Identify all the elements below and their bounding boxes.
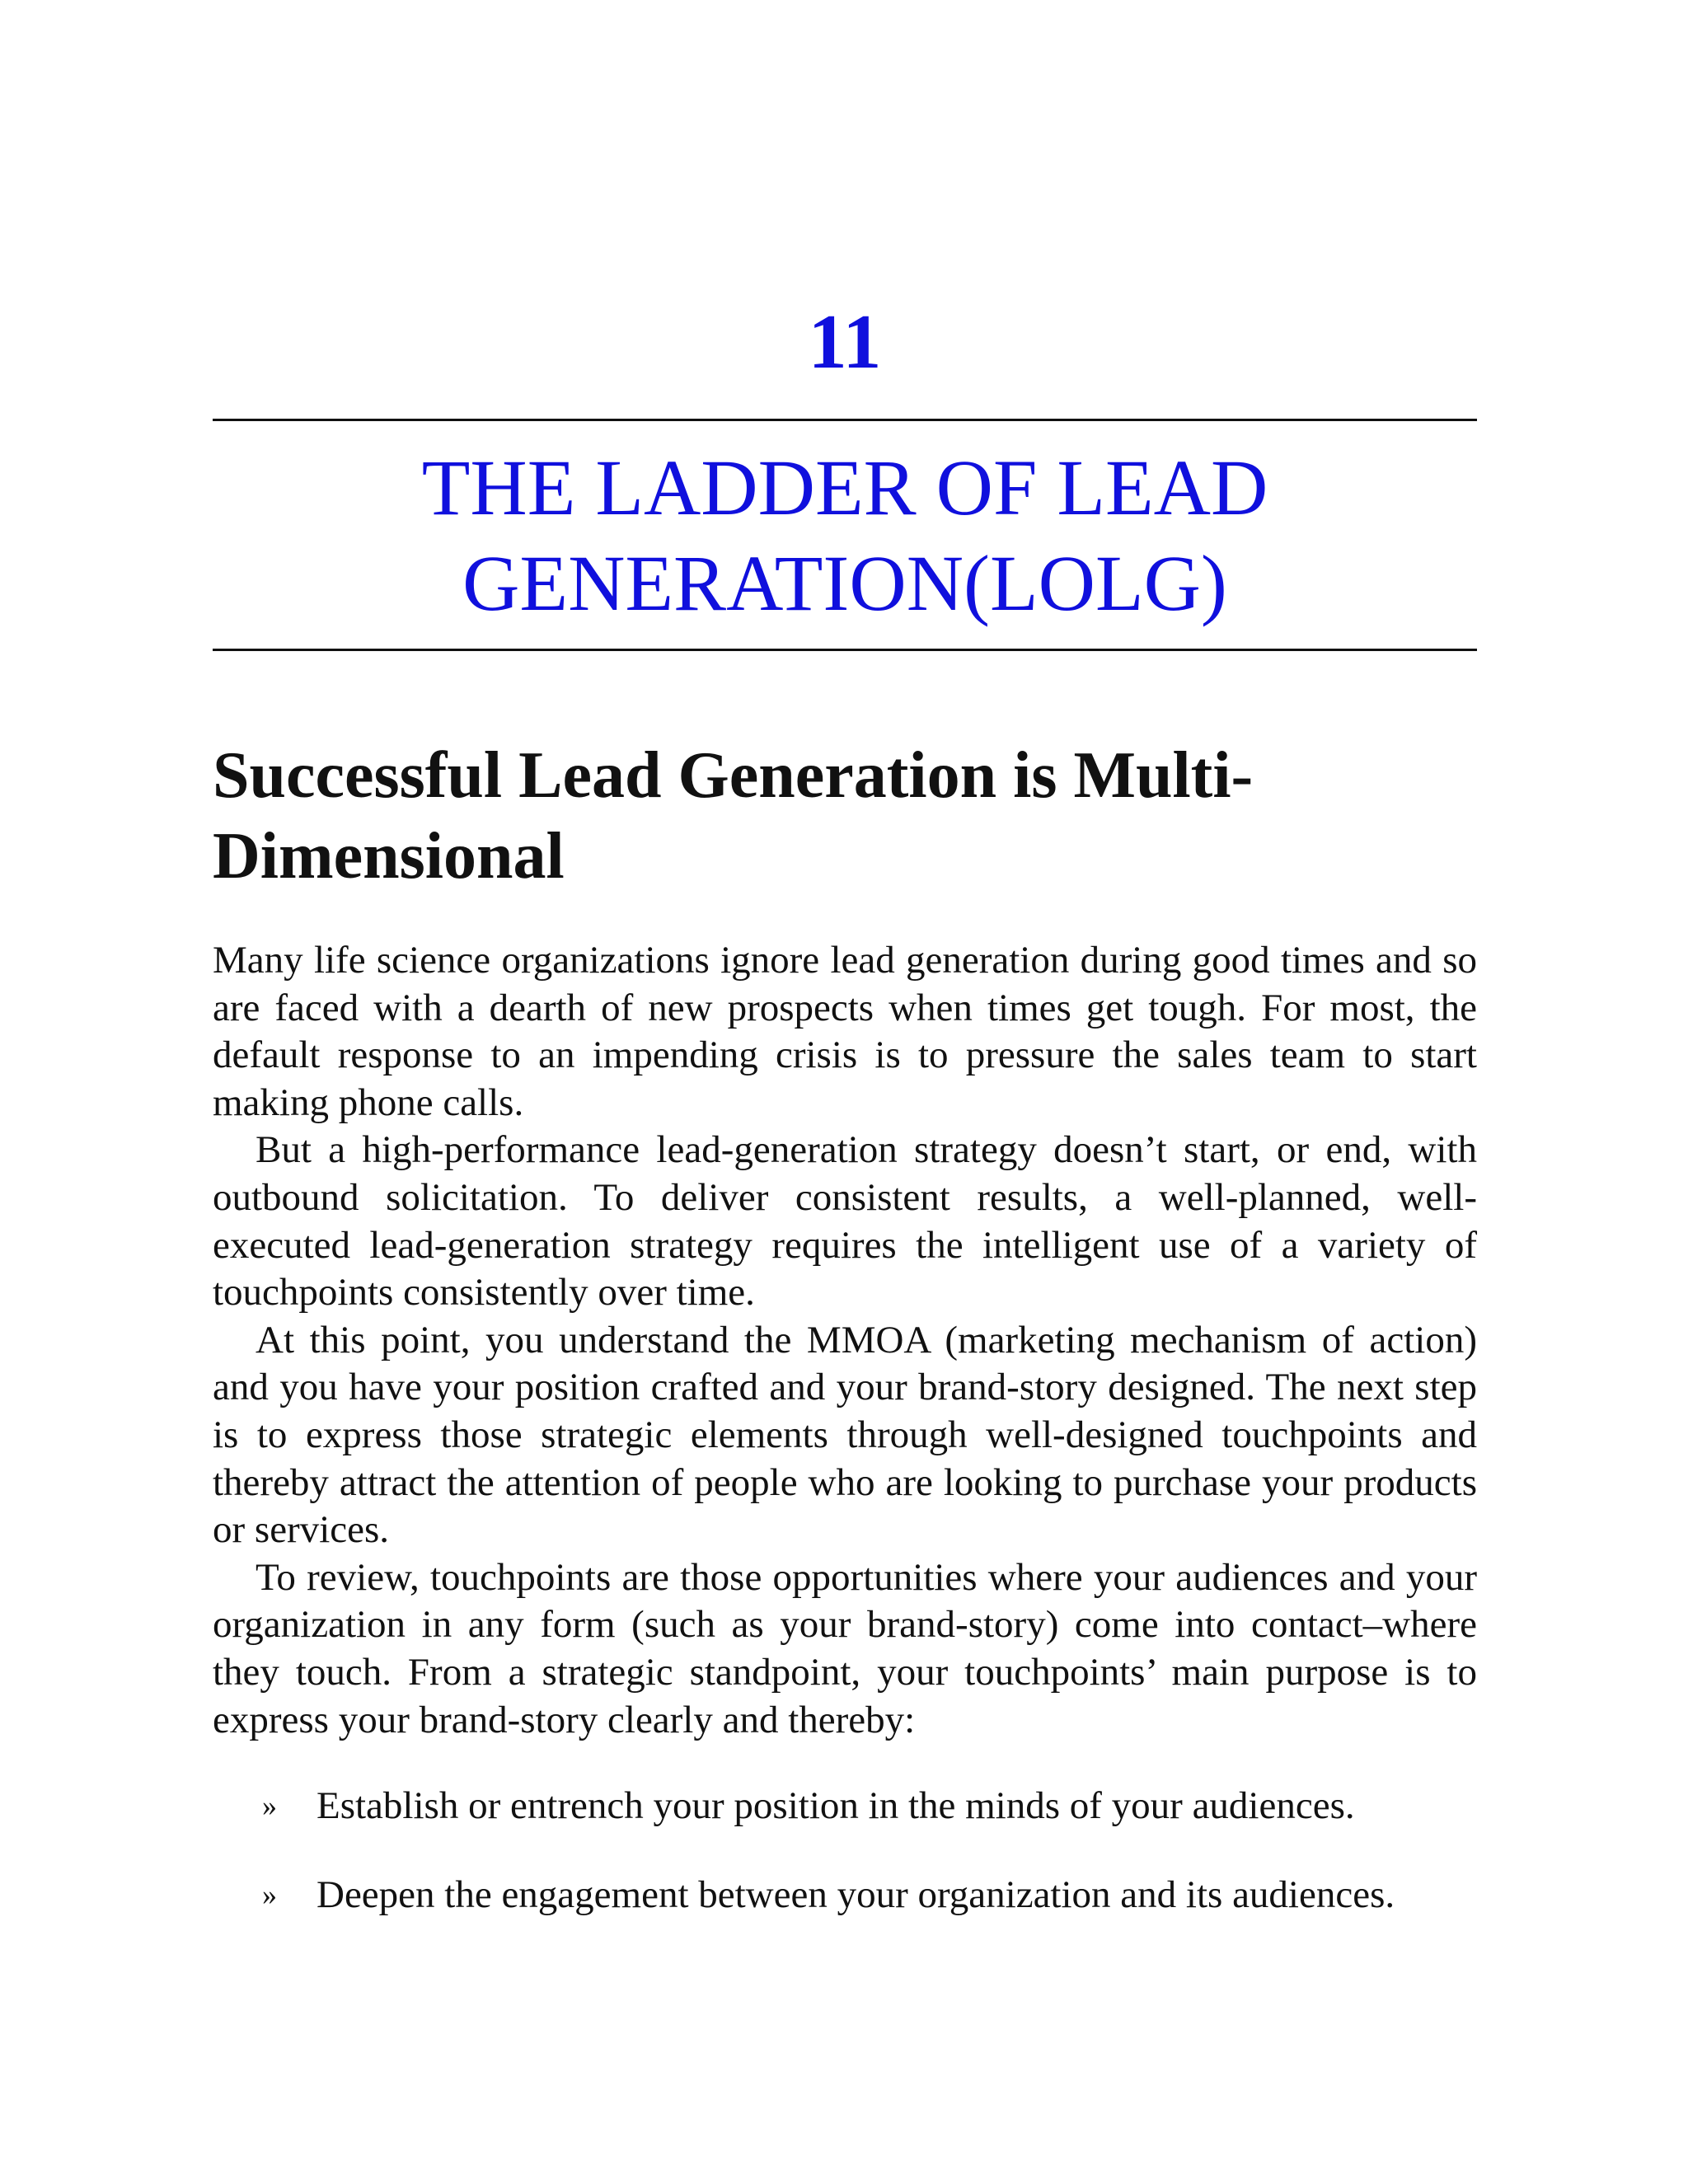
list-item-text: Establish or entrench your position in the minds of your audiences. bbox=[316, 1784, 1355, 1827]
bullet-list bbox=[213, 1782, 1477, 1960]
chapter-title-line-2: GENERATION(LOLG) bbox=[462, 539, 1227, 627]
chapter-title-line-1: THE LADDER OF LEAD bbox=[421, 443, 1268, 532]
chapter-rule-top bbox=[213, 419, 1477, 421]
list-item bbox=[213, 1871, 1477, 1919]
bullet-marker-icon: » bbox=[262, 1878, 277, 1911]
paragraph: But a high-performance lead-generation strategy doesn’t start, or end, with outbound solicitation. To deliver consistent results, a well-planned, well-executed lead-generation strategy requires the intelligent use of a variety of touchpoints consistently over time. bbox=[213, 1128, 1477, 1315]
chapter-number: 11 bbox=[808, 299, 882, 385]
list-item bbox=[213, 1782, 1477, 1830]
section-heading-line-1: Successful Lead Generation is Multi- bbox=[213, 739, 1254, 812]
list-item-text: Deepen the engagement between your organization and its audiences. bbox=[316, 1873, 1395, 1916]
body-text bbox=[213, 937, 1477, 1744]
section-heading-line-2: Dimensional bbox=[213, 820, 565, 893]
section-heading bbox=[213, 735, 1477, 897]
paragraph: At this point, you understand the MMOA (marketing mechanism of action) and you have your position crafted and your brand-story designed. The next step is to express those strategic elements through well-designed touchpoints and thereby attract the attention of people who are looking to purchase your products or services. bbox=[213, 1318, 1477, 1552]
paragraph: To review, touchpoints are those opportunities where your audiences and your organization in any form (such as your brand-story) come into contact–where they touch. From a strategic standpoint, your touchpoints’ main purpose is to express your brand-story clearly and thereby: bbox=[213, 1555, 1477, 1741]
paragraph: Many life science organizations ignore lead generation during good times and so are faced with a dearth of new prospects when times get tough. For most, the default response to an impending crisis is to pressure the sales team to start making phone calls. bbox=[213, 939, 1477, 1124]
bullet-marker-icon: » bbox=[262, 1789, 277, 1822]
chapter-title bbox=[213, 440, 1477, 631]
chapter-rule-bottom bbox=[213, 649, 1477, 651]
